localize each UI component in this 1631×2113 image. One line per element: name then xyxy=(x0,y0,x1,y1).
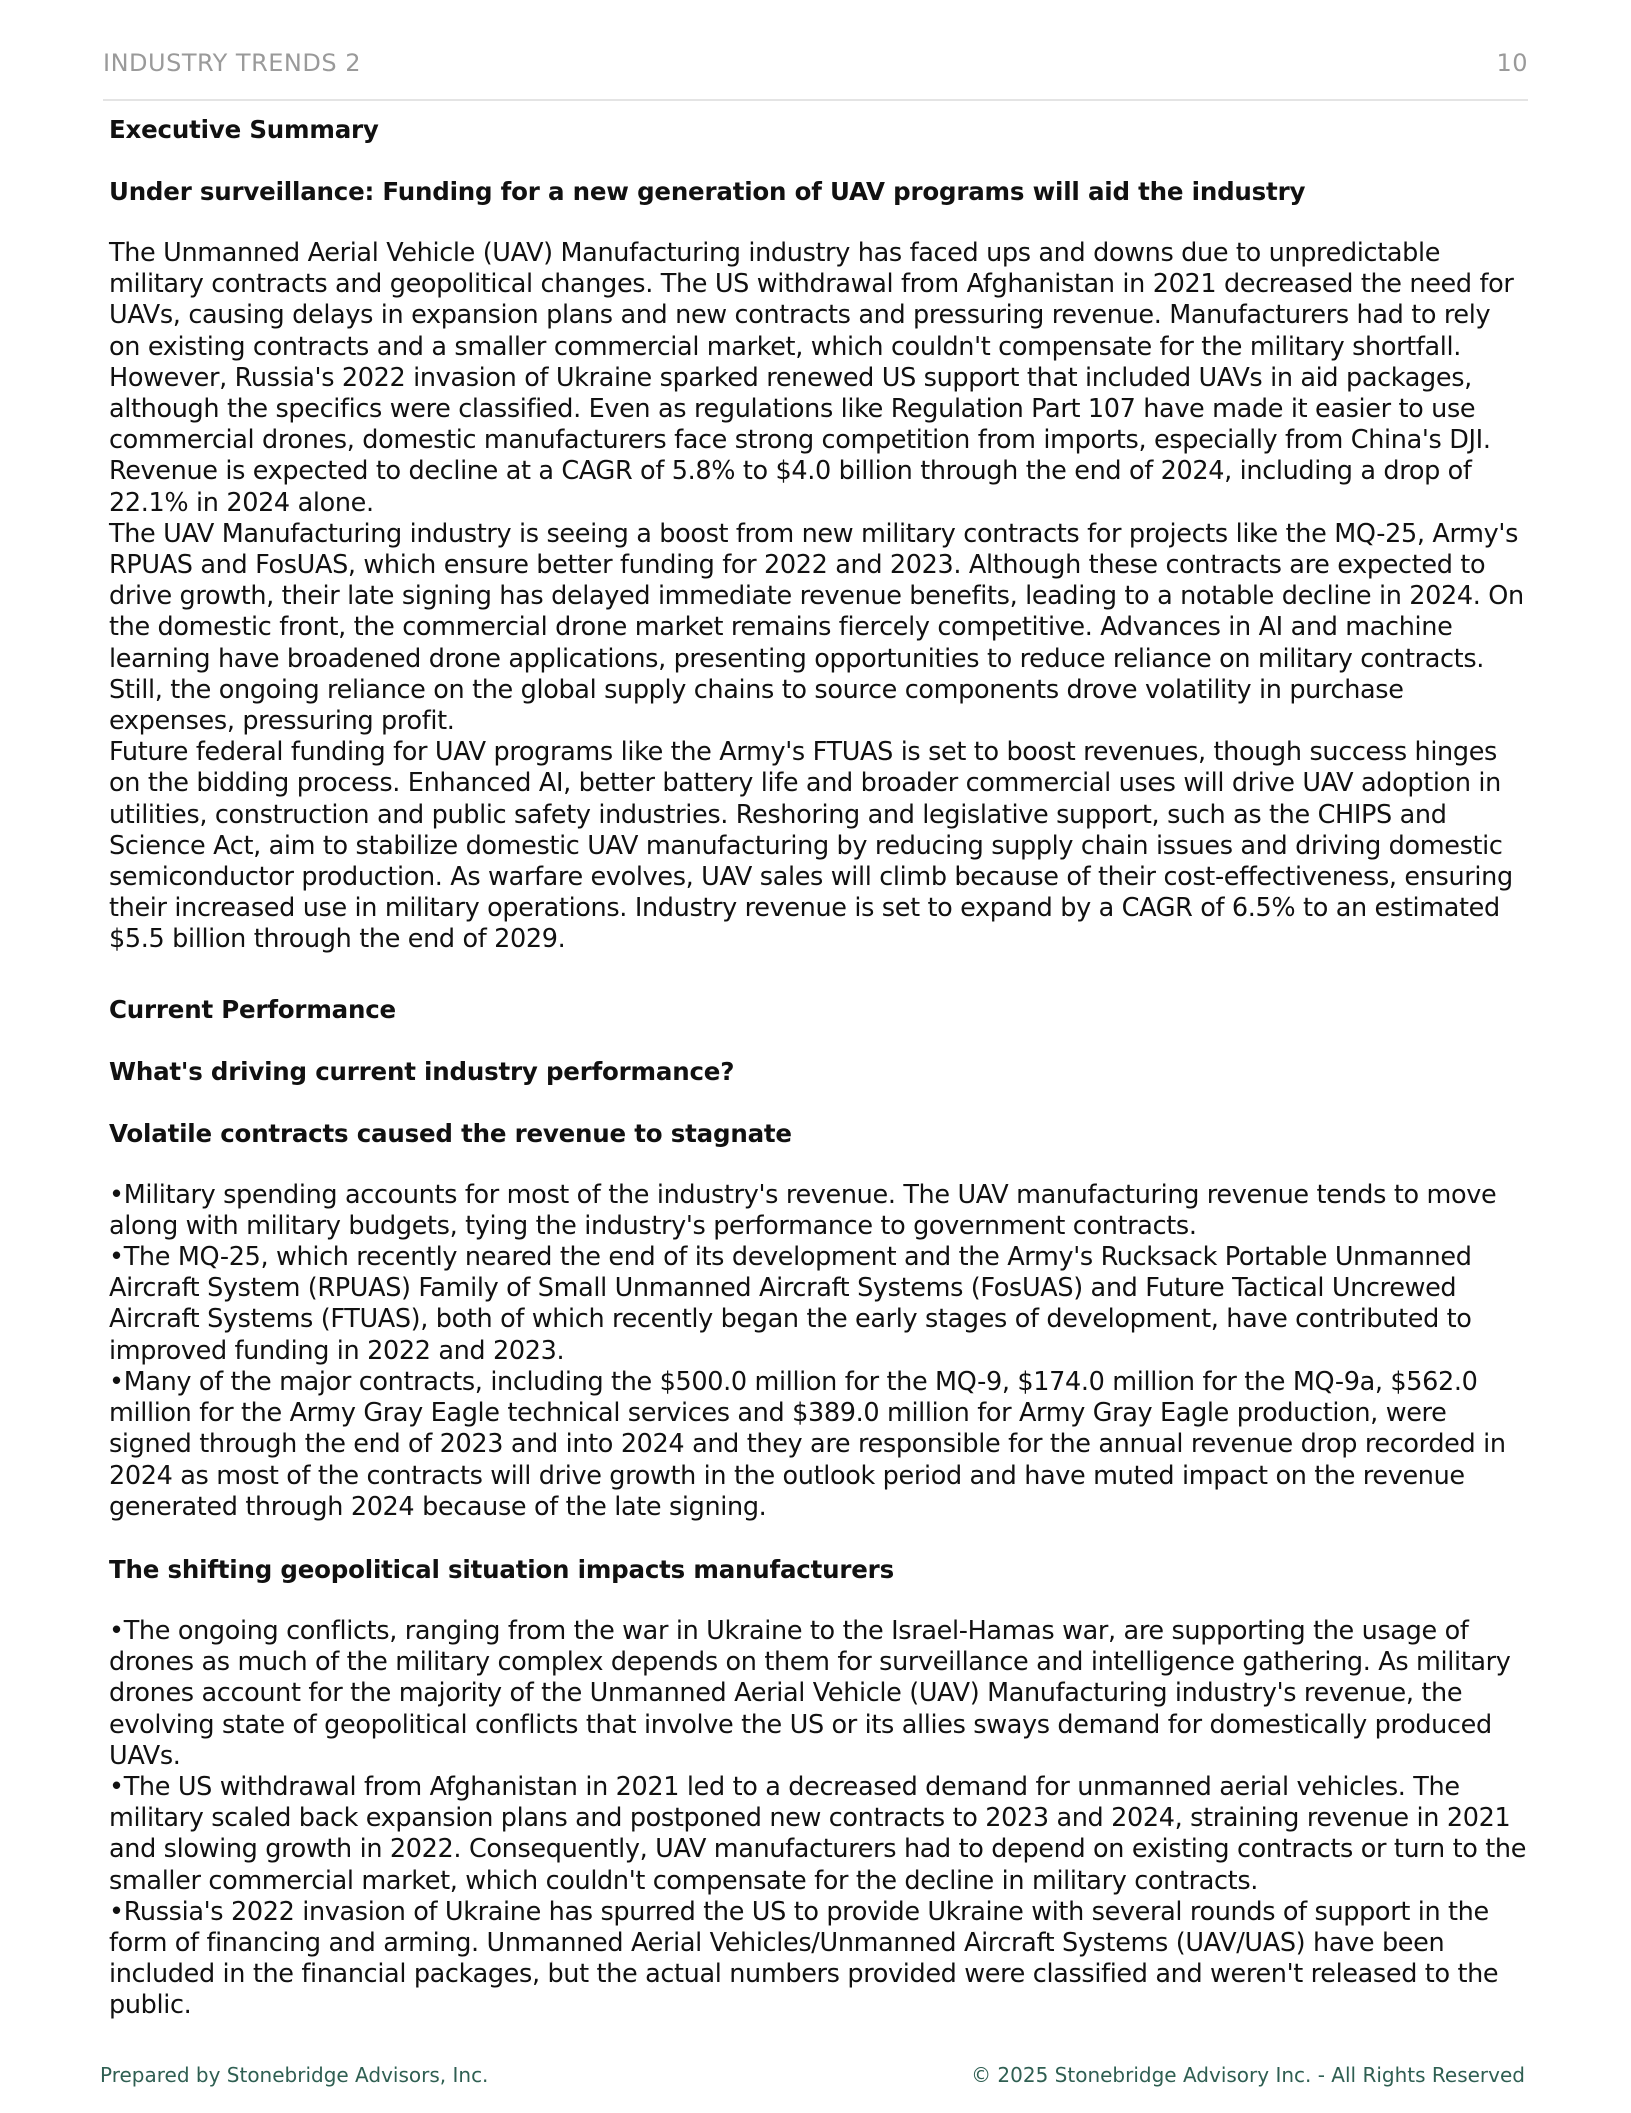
bullet-item: •Many of the major contracts, including the $500.0 million for the MQ-9, $174.0 million for the MQ-9a, $562.0 million for the Army Gray Eagle technical services and $389.0 million for Army Gray Eagle production, were signed through the end of 2023 and into 2024 and they are responsible for the annual revenue drop recorded in 2024 as most of the contracts will drive growth in the outlook period and have muted impact on the revenue generated through 2024 because of the late signing. xyxy=(109,1366,1506,1522)
header-divider xyxy=(103,99,1528,101)
bullet-item: •The MQ-25, which recently neared the end of its development and the Army's Rucksack Portable Unmanned Aircraft System (RPUAS) Family of Small Unmanned Aircraft Systems (FosUAS) and Future Tactical Uncrewed Aircraft Systems (FTUAS), both of which recently began the early stages of development, have contributed to improved funding in 2022 and 2023. xyxy=(109,1242,1472,1366)
executive-summary-subheading: Under surveillance: Funding for a new generation of UAV programs will aid the industry xyxy=(109,177,1306,206)
paragraph: The Unmanned Aerial Vehicle (UAV) Manufacturing industry has faced ups and downs due to unpredictable military contracts and geopolitical changes. The US withdrawal from Afghanistan in 2021 decreased the need for UAVs, causing delays in expansion plans and new contracts and pressuring revenue. Manufacturers had to rely on existing contracts and a smaller commercial market, which couldn't compensate for the military shortfall. However, Russia's 2022 invasion of Ukraine sparked renewed US support that included UAVs in aid packages, although the specifics were classified. Even as regulations like Regulation Part 107 have made it easier to use commercial drones, domestic manufacturers face strong competition from imports, especially from China's DJI. Revenue is expected to decline at a CAGR of 5.8% to $4.0 billion through the end of 2024, including a drop of 22.1% in 2024 alone. xyxy=(109,238,1514,518)
header-title: INDUSTRY TRENDS 2 xyxy=(103,49,361,77)
bullet-list-geopolitics xyxy=(109,1616,1529,2022)
current-performance-heading: Current Performance xyxy=(109,994,396,1024)
page-footer xyxy=(100,2060,1525,2090)
current-performance-question: What's driving current industry performance? xyxy=(109,1056,735,1086)
footer-prepared-by: Prepared by Stonebridge Advisors, Inc. xyxy=(100,2063,489,2087)
bullet-item: •The US withdrawal from Afghanistan in 2021 led to a decreased demand for unmanned aerial vehicles. The military scaled back expansion plans and postponed new contracts to 2023 and 2024, straining revenue in 2021 and slowing growth in 2022. Consequently, UAV manufacturers had to depend on existing contracts or turn to the smaller commercial market, which couldn't compensate for the decline in military contracts. xyxy=(109,1771,1527,1896)
page-number: 10 xyxy=(1496,49,1528,77)
bullet-item: •Military spending accounts for most of the industry's revenue. The UAV manufacturing revenue tends to move along with military budgets, tying the industry's performance to government contracts. xyxy=(109,1179,1497,1241)
footer-copyright: © 2025 Stonebridge Advisory Inc. - All Rights Reserved xyxy=(971,2063,1525,2087)
page-header xyxy=(103,46,1528,80)
bullet-item: •The ongoing conflicts, ranging from the war in Ukraine to the Israel-Hamas war, are supporting the usage of drones as much of the military complex depends on them for surveillance and intelligence gathering. As military drones account for the majority of the Unmanned Aerial Vehicle (UAV) Manufacturing industry's revenue, the evolving state of geopolitical conflicts that involve the US or its allies sways demand for domestically produced UAVs. xyxy=(109,1615,1511,1771)
bullet-item: •Russia's 2022 invasion of Ukraine has spurred the US to provide Ukraine with several rounds of support in the form of financing and arming. Unmanned Aerial Vehicles/Unmanned Aircraft Systems (UAV/UAS) have been included in the financial packages, but the actual numbers provided were classified and weren't released to the public. xyxy=(109,1896,1499,2021)
section-title-geopolitics: The shifting geopolitical situation impacts manufacturers xyxy=(109,1554,894,1584)
executive-summary-heading: Executive Summary xyxy=(109,115,379,144)
bullet-list-contracts xyxy=(109,1180,1529,1523)
section-title-contracts: Volatile contracts caused the revenue to stagnate xyxy=(109,1118,792,1148)
paragraph: Future federal funding for UAV programs like the Army's FTUAS is set to boost revenues, though success hinges on the bidding process. Enhanced AI, better battery life and broader commercial uses will drive UAV adoption in utilities, construction and public safety industries. Reshoring and legislative support, such as the CHIPS and Science Act, aim to stabilize domestic UAV manufacturing by reducing supply chain issues and driving domestic semiconductor production. As warfare evolves, UAV sales will climb because of their cost-effectiveness, ensuring their increased use in military operations. Industry revenue is set to expand by a CAGR of 6.5% to an estimated $5.5 billion through the end of 2029. xyxy=(109,737,1513,955)
executive-summary-text xyxy=(109,238,1529,956)
document-body xyxy=(109,114,1529,2053)
paragraph: The UAV Manufacturing industry is seeing a boost from new military contracts for projects like the MQ-25, Army's RPUAS and FosUAS, which ensure better funding for 2022 and 2023. Although these contracts are expected to drive growth, their late signing has delayed immediate revenue benefits, leading to a notable decline in 2024. On the domestic front, the commercial drone market remains fiercely competitive. Advances in AI and machine learning have broadened drone applications, presenting opportunities to reduce reliance on military contracts. Still, the ongoing reliance on the global supply chains to source components drove volatility in purchase expenses, pressuring profit. xyxy=(109,518,1524,737)
